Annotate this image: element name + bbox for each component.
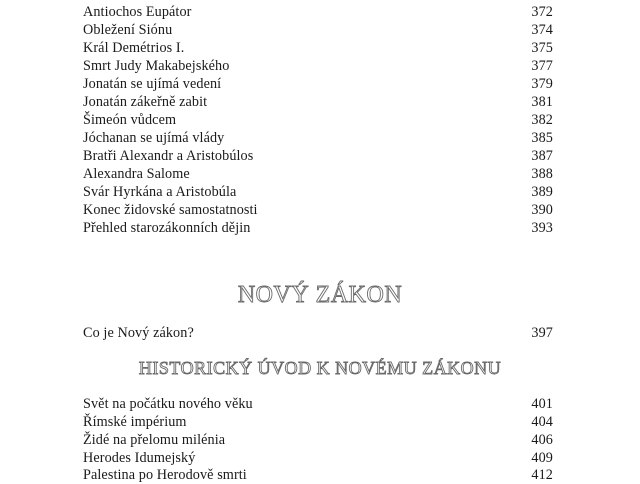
toc-entry-title: Co je Nový zákon? [83,325,194,341]
toc-entry-page: 393 [531,220,553,236]
toc-entry-title: Konec židovské samostatnosti [83,202,258,218]
toc-entry[interactable] [83,449,553,467]
toc-entry[interactable] [83,219,553,237]
toc-entry-title: Bratři Alexandr a Aristobúlos [83,148,254,164]
toc-entry[interactable] [83,413,553,431]
toc-entry[interactable] [83,57,553,75]
toc-entry-page: 387 [531,148,553,164]
toc-entry-page: 379 [531,76,553,92]
toc-entry-title: Král Demétrios I. [83,40,185,56]
toc-entry-page: 374 [531,22,553,38]
toc-entry-page: 390 [531,202,553,218]
toc-entry-page: 397 [531,325,553,341]
toc-entry-title: Židé na přelomu milénia [83,432,226,448]
toc-entry-page: 377 [531,58,553,74]
toc-entry[interactable] [83,3,553,21]
toc-entry-page: 404 [531,414,553,430]
toc-entry[interactable] [83,395,553,413]
toc-entry[interactable] [83,129,553,147]
toc-entry-page: 382 [531,112,553,128]
toc-entry-title: Jonatán se ujímá vedení [83,76,222,92]
toc-entry-page: 388 [531,166,553,182]
toc-entry-title: Alexandra Salome [83,166,190,182]
toc-entry[interactable] [83,466,553,484]
toc-entry[interactable] [83,324,553,342]
toc-entry[interactable] [83,75,553,93]
section-heading-historical-intro: HISTORICKÝ ÚVOD K NOVÉMU ZÁKONU [138,358,502,378]
toc-entry[interactable] [83,183,553,201]
toc-entry-page: 412 [531,467,553,483]
toc-entry-title: Svár Hyrkána a Aristobúla [83,184,237,200]
section-heading-new-testament: NOVÝ ZÁKON [237,282,403,308]
toc-entry[interactable] [83,147,553,165]
toc-entry-page: 409 [531,450,553,466]
toc-entry-page: 401 [531,396,553,412]
toc-entry[interactable] [83,93,553,111]
toc-entry[interactable] [83,39,553,57]
toc-entry[interactable] [83,201,553,219]
toc-entry-page: 381 [531,94,553,110]
toc-entry-page: 385 [531,130,553,146]
toc-entry-title: Palestina po Herodově smrti [83,467,247,483]
toc-entry[interactable] [83,431,553,449]
toc-entry-title: Antiochos Eupátor [83,4,192,20]
toc-entry-title: Herodes Idumejský [83,450,196,466]
toc-entry-page: 406 [531,432,553,448]
toc-entry-title: Smrt Judy Makabejského [83,58,230,74]
toc-entry[interactable] [83,21,553,39]
toc-entry-page: 375 [531,40,553,56]
toc-entry-title: Svět na počátku nového věku [83,396,253,412]
toc-entry[interactable] [83,165,553,183]
toc-entry-page: 372 [531,4,553,20]
toc-entry-title: Římské impérium [83,414,187,430]
toc-entry-title: Šimeón vůdcem [83,112,177,128]
toc-entry-title: Obležení Siónu [83,22,173,38]
toc-entry-page: 389 [531,184,553,200]
toc-entry-title: Přehled starozákonních dějin [83,220,251,236]
toc-entry-title: Jóchanan se ujímá vlády [83,130,225,146]
toc-entry[interactable] [83,111,553,129]
toc-entry-title: Jonatán zákeřně zabit [83,94,208,110]
